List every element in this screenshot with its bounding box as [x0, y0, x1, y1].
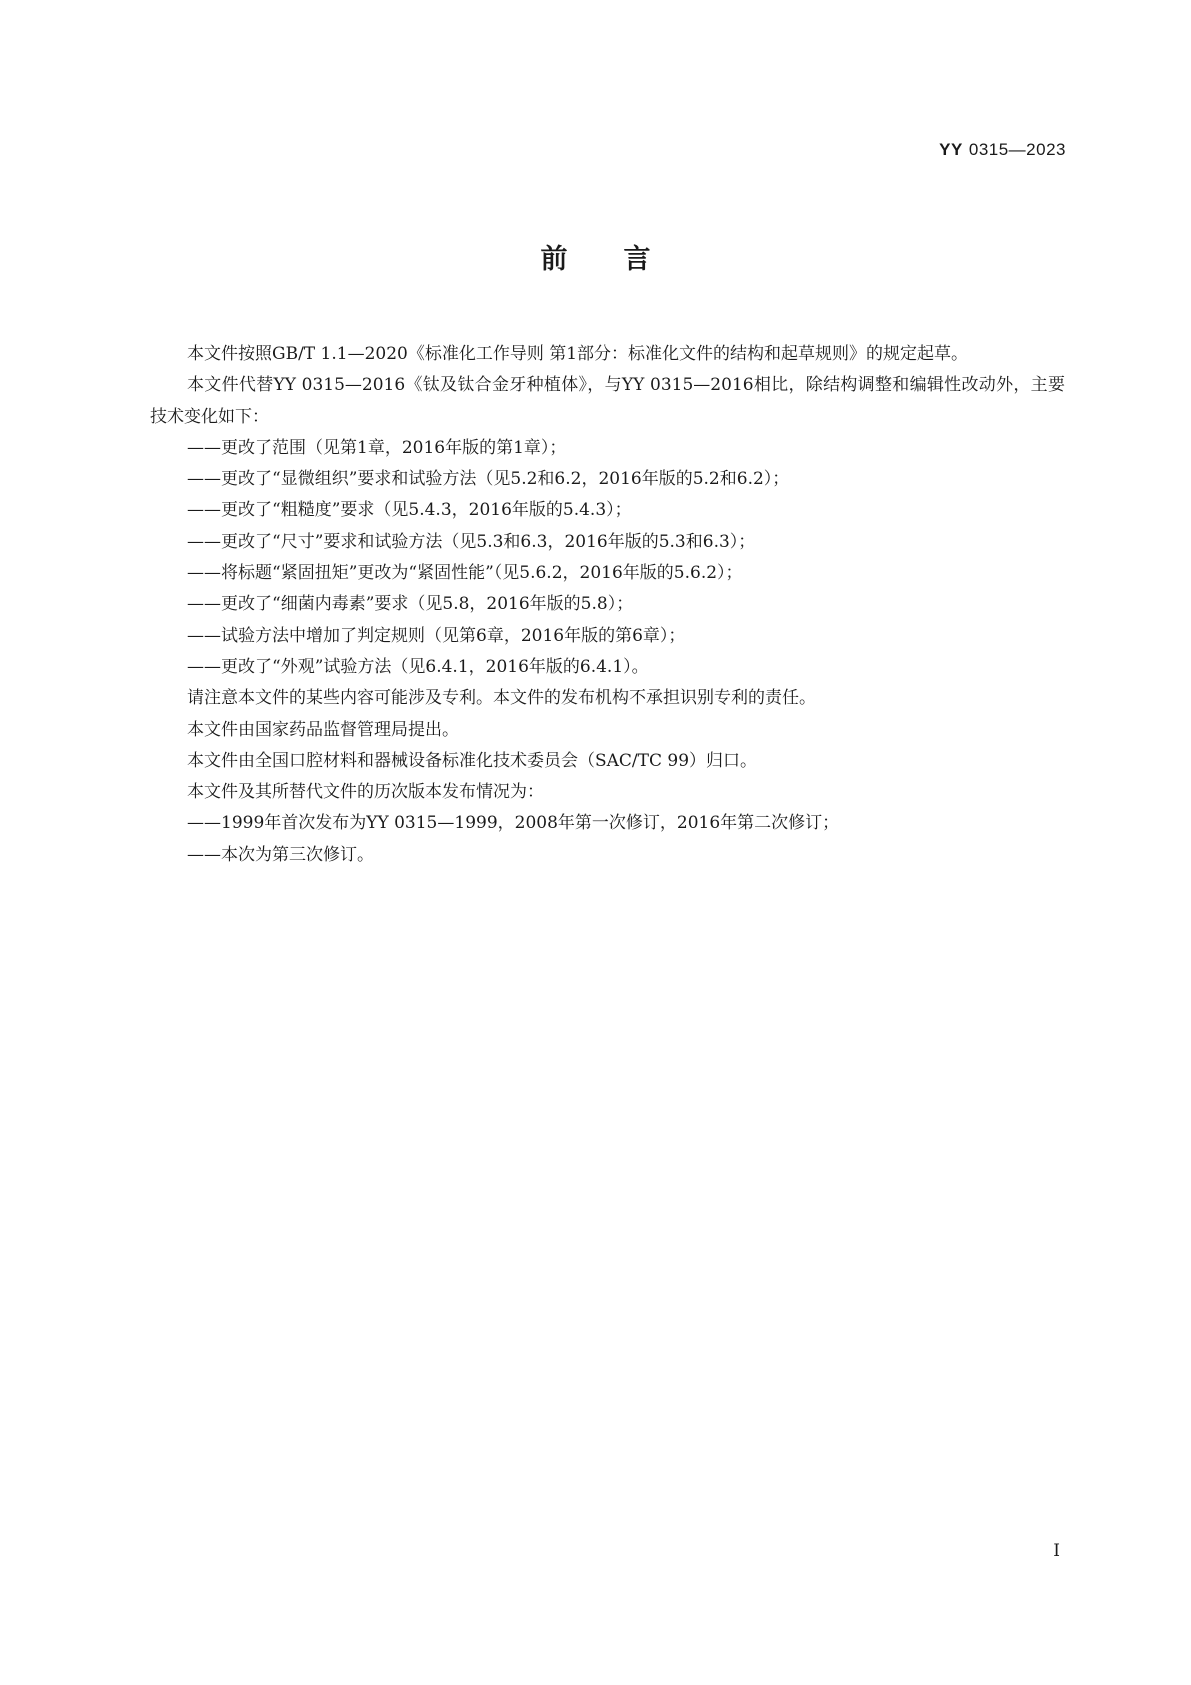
- document-code-prefix: YY: [939, 140, 963, 159]
- change-item-roughness: ——更改了“粗糙度”要求（见5.4.3，2016年版的5.4.3）；: [187, 500, 632, 521]
- change-item-dimensions: ——更改了“尺寸”要求和试验方法（见5.3和6.3，2016年版的5.3和6.3）；: [187, 531, 756, 552]
- change-item-judgement-rules: ——试验方法中增加了判定规则（见第6章，2016年版的第6章）；: [187, 625, 686, 646]
- page-number: I: [1053, 1541, 1060, 1561]
- page-title: 前言: [540, 244, 707, 275]
- history-item-1999: ——1999年首次发布为YY 0315—1999，2008年第一次修订，2016年第二次修订；: [187, 813, 840, 834]
- document-code-number: 0315—2023: [968, 140, 1066, 159]
- history-item-current: ——本次为第三次修订。: [187, 844, 374, 865]
- change-item-endotoxin: ——更改了“细菌内毒素”要求（见5.8，2016年版的5.8）；: [187, 594, 634, 615]
- paragraph-patent-notice: 请注意本文件的某些内容可能涉及专利。本文件的发布机构不承担识别专利的责任。: [187, 688, 816, 709]
- paragraph-proposer: 本文件由国家药品监督管理局提出。: [187, 719, 459, 740]
- change-item-scope: ——更改了范围（见第1章，2016年版的第1章）；: [187, 437, 567, 458]
- change-item-appearance: ——更改了“外观”试验方法（见6.4.1，2016年版的6.4.1）。: [187, 656, 649, 677]
- paragraph-drafting-basis: 本文件按照GB/T 1.1—2020《标准化工作导则 第1部分：标准化文件的结构和起草规则》的规定起草。: [187, 344, 969, 364]
- paragraph-history-intro: 本文件及其所替代文件的历次版本发布情况为：: [187, 782, 544, 803]
- paragraph-committee: 本文件由全国口腔材料和器械设备标准化技术委员会（SAC/TC 99）归口。: [187, 750, 758, 771]
- document-code: [939, 140, 1066, 160]
- change-item-microstructure: ——更改了“显微组织”要求和试验方法（见5.2和6.2，2016年版的5.2和6.2）；: [187, 469, 790, 490]
- paragraph-replacement: 本文件代替YY 0315—2016《钛及钛合金牙种植体》，与YY 0315—2016相比，除结构调整和编辑性改动外，主要技术变化如下：: [150, 375, 1065, 427]
- foreword-body: [150, 339, 1065, 871]
- change-item-fastening: ——将标题“紧固扭矩”更改为“紧固性能”（见5.6.2，2016年版的5.6.2）；: [187, 563, 743, 584]
